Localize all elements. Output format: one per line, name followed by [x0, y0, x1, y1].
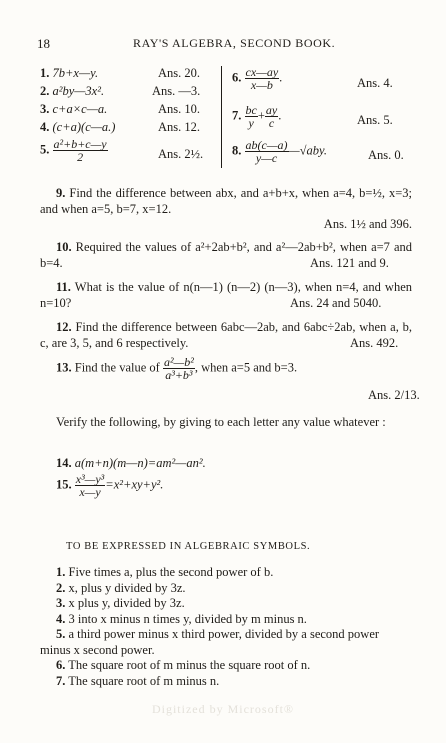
symbols-list	[40, 565, 412, 689]
exercise-8-fraction: $\frac{ab(c—a)}{y—c}$	[245, 138, 288, 165]
exercise-8-answer: Ans. 0.	[368, 148, 404, 162]
problem-12: 12. Find the difference between 6abc—2ab, and 6abc÷2ab, when a, b, c, are 3, 5, and 6 respectively.	[40, 320, 413, 350]
problem-13: 13. Find the value of $\frac{\text{a²—b²}}{\text{a³+b³}}$ , when a=5 and b=3.	[56, 355, 298, 382]
problem-13-answer: Ans. 2/13.	[368, 388, 420, 402]
running-title: RAY'S ALGEBRA, SECOND BOOK.	[133, 36, 336, 50]
exercise-6: 6. $\frac{cx—ay}{x—b}$ .	[232, 65, 283, 92]
exercise-4: 4. (c+a)(c—a.)	[40, 120, 116, 134]
exercise-5: 5. $\frac{\text{a²+b+c—y}}{2}$	[40, 137, 107, 164]
exercise-7-fraction-2: $\frac{ay}{c}$	[265, 103, 278, 130]
exercise-2-answer: Ans. —3.	[152, 84, 201, 98]
symbol-item-7: 7. The square root of m minus n.	[56, 673, 220, 688]
section-title: TO BE EXPRESSED IN ALGEBRAIC SYMBOLS.	[66, 541, 311, 552]
symbol-item-5: 5. a third power minus x third power, divided by a second power minus x second power.	[40, 627, 380, 657]
exercise-7-answer: Ans. 5.	[357, 113, 393, 127]
exercise-6-fraction: $\frac{cx—ay}{x—b}$	[245, 65, 279, 92]
exercise-5-answer: Ans. 2½.	[158, 147, 204, 161]
exercise-3-answer: Ans. 10.	[158, 102, 201, 116]
exercise-4-answer: Ans. 12.	[158, 120, 201, 134]
watermark: Digitized by Microsoft®	[151, 702, 295, 716]
exercise-7: 7. $\frac{bc}{y}$ + $\frac{ay}{c}$ .	[232, 103, 282, 130]
exercise-2: 2. a²by—3x².	[40, 84, 105, 98]
symbol-item-3: 3. x plus y, divided by 3z.	[56, 596, 185, 610]
symbol-item-1: 1. Five times a, plus the second power of b.	[56, 565, 274, 579]
exercise-1-answer: Ans. 20.	[158, 66, 201, 80]
page-header	[37, 36, 409, 52]
problem-10-answer: Ans. 121 and 9.	[310, 256, 389, 270]
column-divider	[221, 66, 222, 168]
exercise-3: 3. c+a×c—a.	[40, 102, 108, 116]
verify-15: 15. $\frac{\text{x³—y³}}{x—y}$ =x²+xy+y².	[56, 472, 164, 499]
problem-11-answer: Ans. 24 and 5040.	[290, 296, 382, 310]
problem-9: 9. Find the difference between abx, and a+b+x, when a=4, b=½, x=3; and when a=5, b=7, x=12. Ans. 1½ and 396.	[40, 186, 412, 231]
problem-10: 10. Required the values of a²+2ab+b², and a²—2ab+b², when a=7 and b=4.	[40, 240, 413, 270]
symbol-item-2: 2. x, plus y divided by 3z.	[56, 580, 186, 595]
problem-11: 11. What is the value of n(n—1) (n—2) (n—3), when n=4, and when n=10?	[40, 280, 412, 310]
exercise-6-answer: Ans. 4.	[357, 76, 393, 90]
exercise-8: 8. $\frac{ab(c—a)}{y—c}$ —√aby.	[232, 138, 327, 165]
symbol-item-4: 4. 3 into x minus n times y, divided by m minus n.	[56, 611, 307, 626]
exercise-7-fraction-1: $\frac{bc}{y}$	[245, 103, 257, 130]
problem-9-answer: Ans. 1½ and 396.	[323, 217, 412, 231]
verify-15-fraction: $\frac{\text{x³—y³}}{x—y}$	[75, 472, 105, 499]
verify-14: 14. a(m+n)(m—n)=am²—an².	[56, 456, 206, 470]
page-number: 18	[37, 36, 50, 51]
exercise-1: 1. 7b+x—y.	[40, 66, 99, 80]
problem-13-fraction: $\frac{\text{a²—b²}}{\text{a³+b³}}$	[163, 355, 194, 382]
symbol-item-6: 6. The square root of m minus the square root of n.	[56, 658, 311, 672]
exercise-5-fraction: $\frac{\text{a²+b+c—y}}{2}$	[53, 137, 107, 164]
verify-intro: Verify the following, by giving to each letter any value whatever :	[56, 415, 386, 429]
problem-12-answer: Ans. 492.	[350, 336, 399, 350]
